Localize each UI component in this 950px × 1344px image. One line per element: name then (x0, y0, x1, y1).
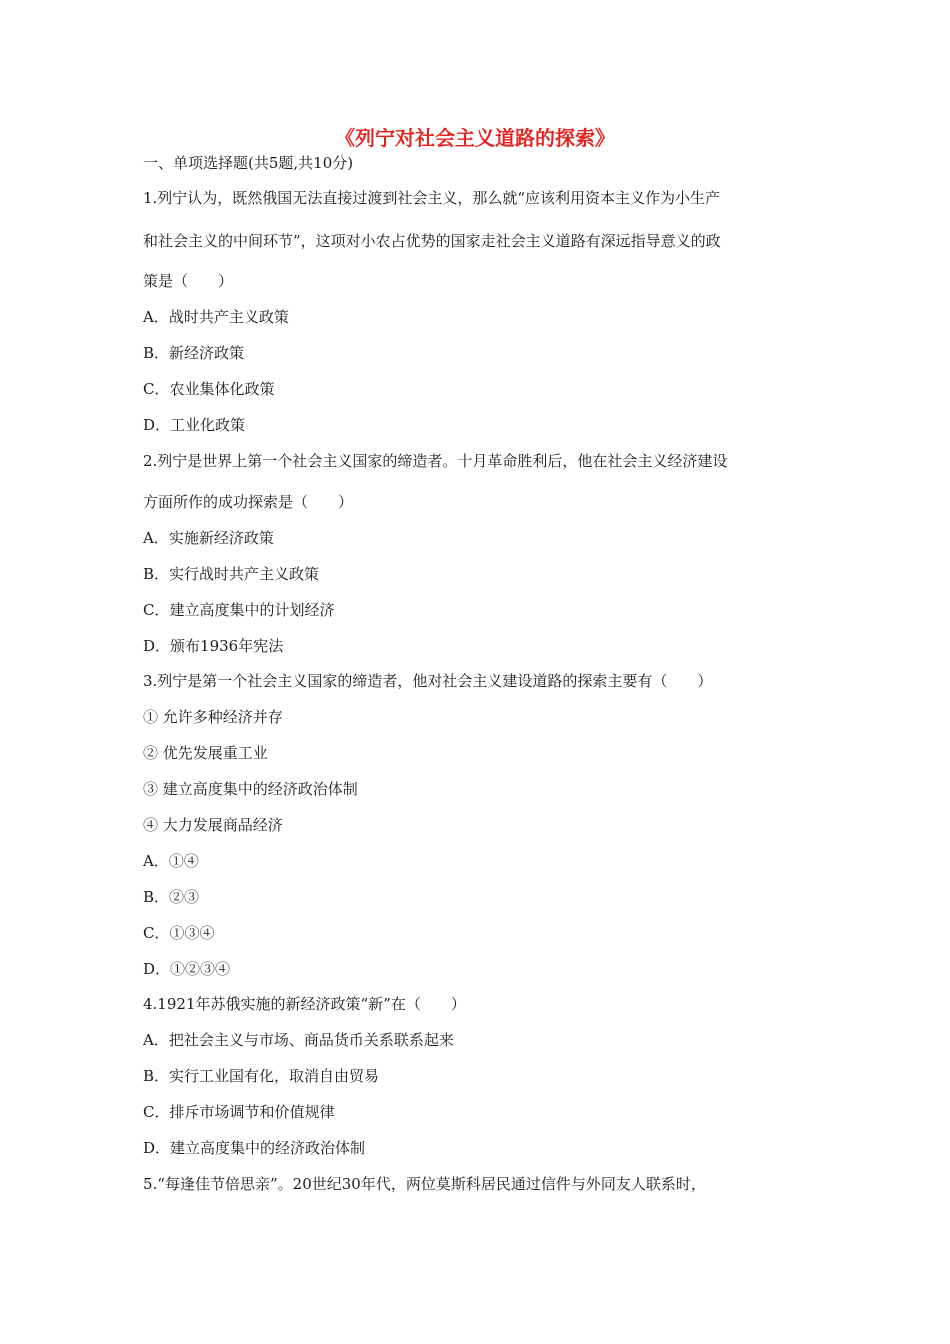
q3-option-d: D．①②③④ (143, 960, 231, 978)
q3-item-4: ④ 大力发展商品经济 (143, 816, 283, 834)
q4-stem-line-1: 4.1921年苏俄实施的新经济政策“新”在（ ） (143, 995, 466, 1013)
q1-option-b: B．新经济政策 (143, 344, 245, 362)
q2-option-d: D．颁布1936年宪法 (143, 637, 284, 655)
q4-option-b: B．实行工业国有化，取消自由贸易 (143, 1067, 380, 1085)
q2-stem-line-1: 2.列宁是世界上第一个社会主义国家的缔造者。十月革命胜利后，他在社会主义经济建设 (143, 452, 728, 470)
q1-stem-line-2: 和社会主义的中间环节”，这项对小农占优势的国家走社会主义道路有深远指导意义的政 (143, 232, 721, 250)
document-title: 《列宁对社会主义道路的探索》 (335, 126, 615, 150)
q1-option-c: C．农业集体化政策 (143, 380, 275, 398)
q1-stem-line-1: 1.列宁认为，既然俄国无法直接过渡到社会主义，那么就“应该利用资本主义作为小生产 (143, 189, 720, 207)
section-header: 一、单项选择题(共5题,共10分) (143, 154, 354, 172)
q3-stem-line-1: 3.列宁是第一个社会主义国家的缔造者，他对社会主义建设道路的探索主要有（ ） (143, 672, 713, 690)
q1-stem-line-3: 策是（ ） (143, 272, 234, 290)
q3-item-2: ② 优先发展重工业 (143, 744, 268, 762)
q3-option-b: B．②③ (143, 888, 200, 906)
q5-stem-line-1: 5.“每逢佳节倍思亲”。20世纪30年代，两位莫斯科居民通过信件与外同友人联系时， (143, 1175, 706, 1193)
q3-item-3: ③ 建立高度集中的经济政治体制 (143, 780, 358, 798)
q4-option-c: C．排斥市场调节和价值规律 (143, 1103, 335, 1121)
q4-option-d: D．建立高度集中的经济政治体制 (143, 1139, 366, 1157)
q2-option-c: C．建立高度集中的计划经济 (143, 601, 335, 619)
q2-stem-line-2: 方面所作的成功探索是（ ） (143, 493, 354, 511)
q3-option-a: A．①④ (143, 852, 199, 870)
q2-option-b: B．实行战时共产主义政策 (143, 565, 320, 583)
q2-option-a: A．实施新经济政策 (143, 529, 274, 547)
q3-option-c: C．①③④ (143, 924, 215, 942)
q3-item-1: ① 允许多种经济并存 (143, 708, 283, 726)
q1-option-d: D．工业化政策 (143, 416, 246, 434)
q1-option-a: A．战时共产主义政策 (143, 308, 289, 326)
q4-option-a: A．把社会主义与市场、商品货币关系联系起来 (143, 1031, 454, 1049)
